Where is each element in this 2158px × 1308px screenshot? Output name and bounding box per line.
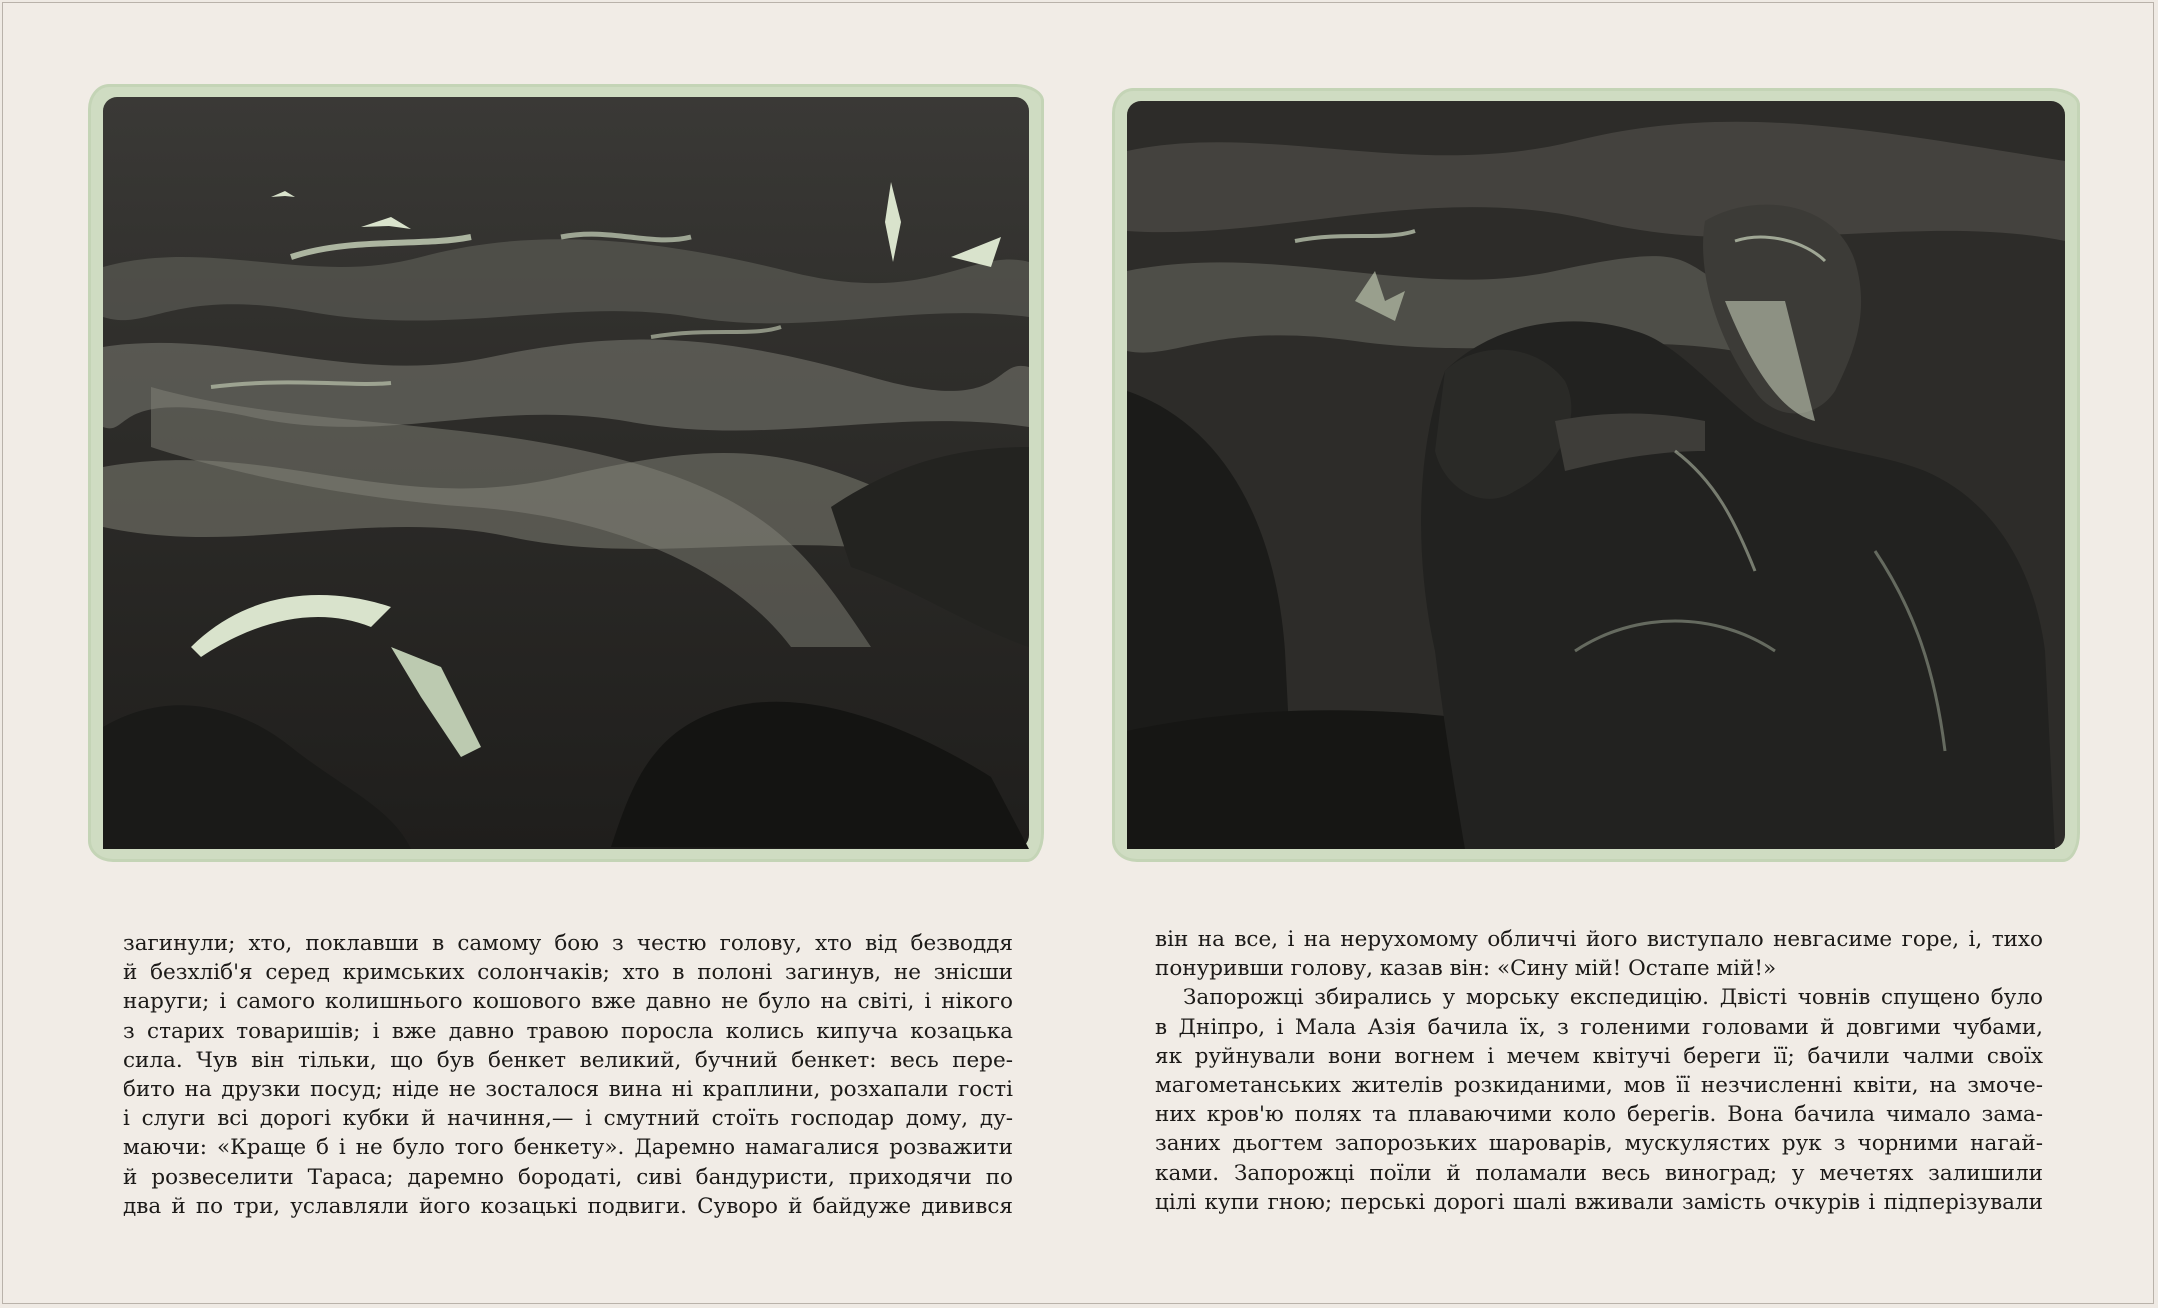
- old-cossack-by-sea-icon: [1115, 91, 2077, 859]
- old-cossack-illustration: [1115, 91, 2077, 859]
- right-page-text: [1155, 925, 2043, 1217]
- text-line: цілі купи гною; перські дорогі шалі вживали замість очкурів і підперізували: [1155, 1189, 2043, 1215]
- text-line: загинули; хто, поклавши в самому бою з честю голову, хто від безводдя: [123, 931, 1013, 956]
- text-line: маючи: «Краще б і не було того бенкету». Даремно намагалися розважити: [123, 1135, 1013, 1161]
- text-line: Запорожці збирались у морську експедицію. Двісті човнів спущено було: [1183, 985, 2043, 1011]
- text-line: він на все, і на нерухомому обличчі його виступало невгасиме горе, і, тихо: [1155, 927, 2043, 952]
- text-line: й безхліб'я серед кримських солончаків; хто в полоні загинув, не знісши: [123, 960, 1013, 986]
- stormy-sea-seagulls-icon: [91, 87, 1041, 859]
- text-line: наруги; і самого колишнього кошового вже давно не було на світі, і нікого: [123, 989, 1013, 1015]
- stormy-sea-illustration: [91, 87, 1041, 859]
- text-line: ками. Запорожці поїли й поламали весь виноград; у мечетях залишили: [1155, 1160, 2043, 1186]
- text-line: й розвеселити Тараса; даремно бородаті, сиві бандуристи, приходячи по: [123, 1164, 1013, 1190]
- book-spread: [2, 2, 2154, 1304]
- text-line: заних дьогтем запорозьких шароварів, мускулястих рук з чорними нагай-: [1155, 1131, 2043, 1157]
- left-page-text: [123, 929, 1013, 1221]
- text-line: магометанських жителів розкиданими, мов її незчисленні квіти, на змоче-: [1155, 1073, 2043, 1099]
- text-line: бито на друзки посуд; ніде не зосталося вина ні краплини, розхапали гості: [123, 1077, 1013, 1103]
- text-line: два й по три, уславляли його козацькі подвиги. Суворо й байдуже дивився: [123, 1193, 1013, 1219]
- text-line: них кров'ю полях та плаваючими коло берегів. Вона бачила чимало зама-: [1155, 1102, 2043, 1128]
- text-line: понуривши голову, казав він: «Сину мій! Остапе мій!»: [1155, 956, 1777, 982]
- text-line: в Дніпро, і Мала Азія бачила їх, з голеними головами й довгими чубами,: [1155, 1014, 2043, 1040]
- text-line: як руйнували вони вогнем і мечем квітучі береги її; бачили чалми своїх: [1155, 1043, 2043, 1069]
- text-line: і слуги всі дорогі кубки й начиння,— і смутний стоїть господар дому, ду-: [123, 1106, 1013, 1132]
- text-line: з старих товаришів; і вже давно травою поросла колись кипуча козацька: [123, 1018, 1013, 1044]
- text-line: сила. Чув він тільки, що був бенкет великий, бучний бенкет: весь пере-: [123, 1047, 1013, 1073]
